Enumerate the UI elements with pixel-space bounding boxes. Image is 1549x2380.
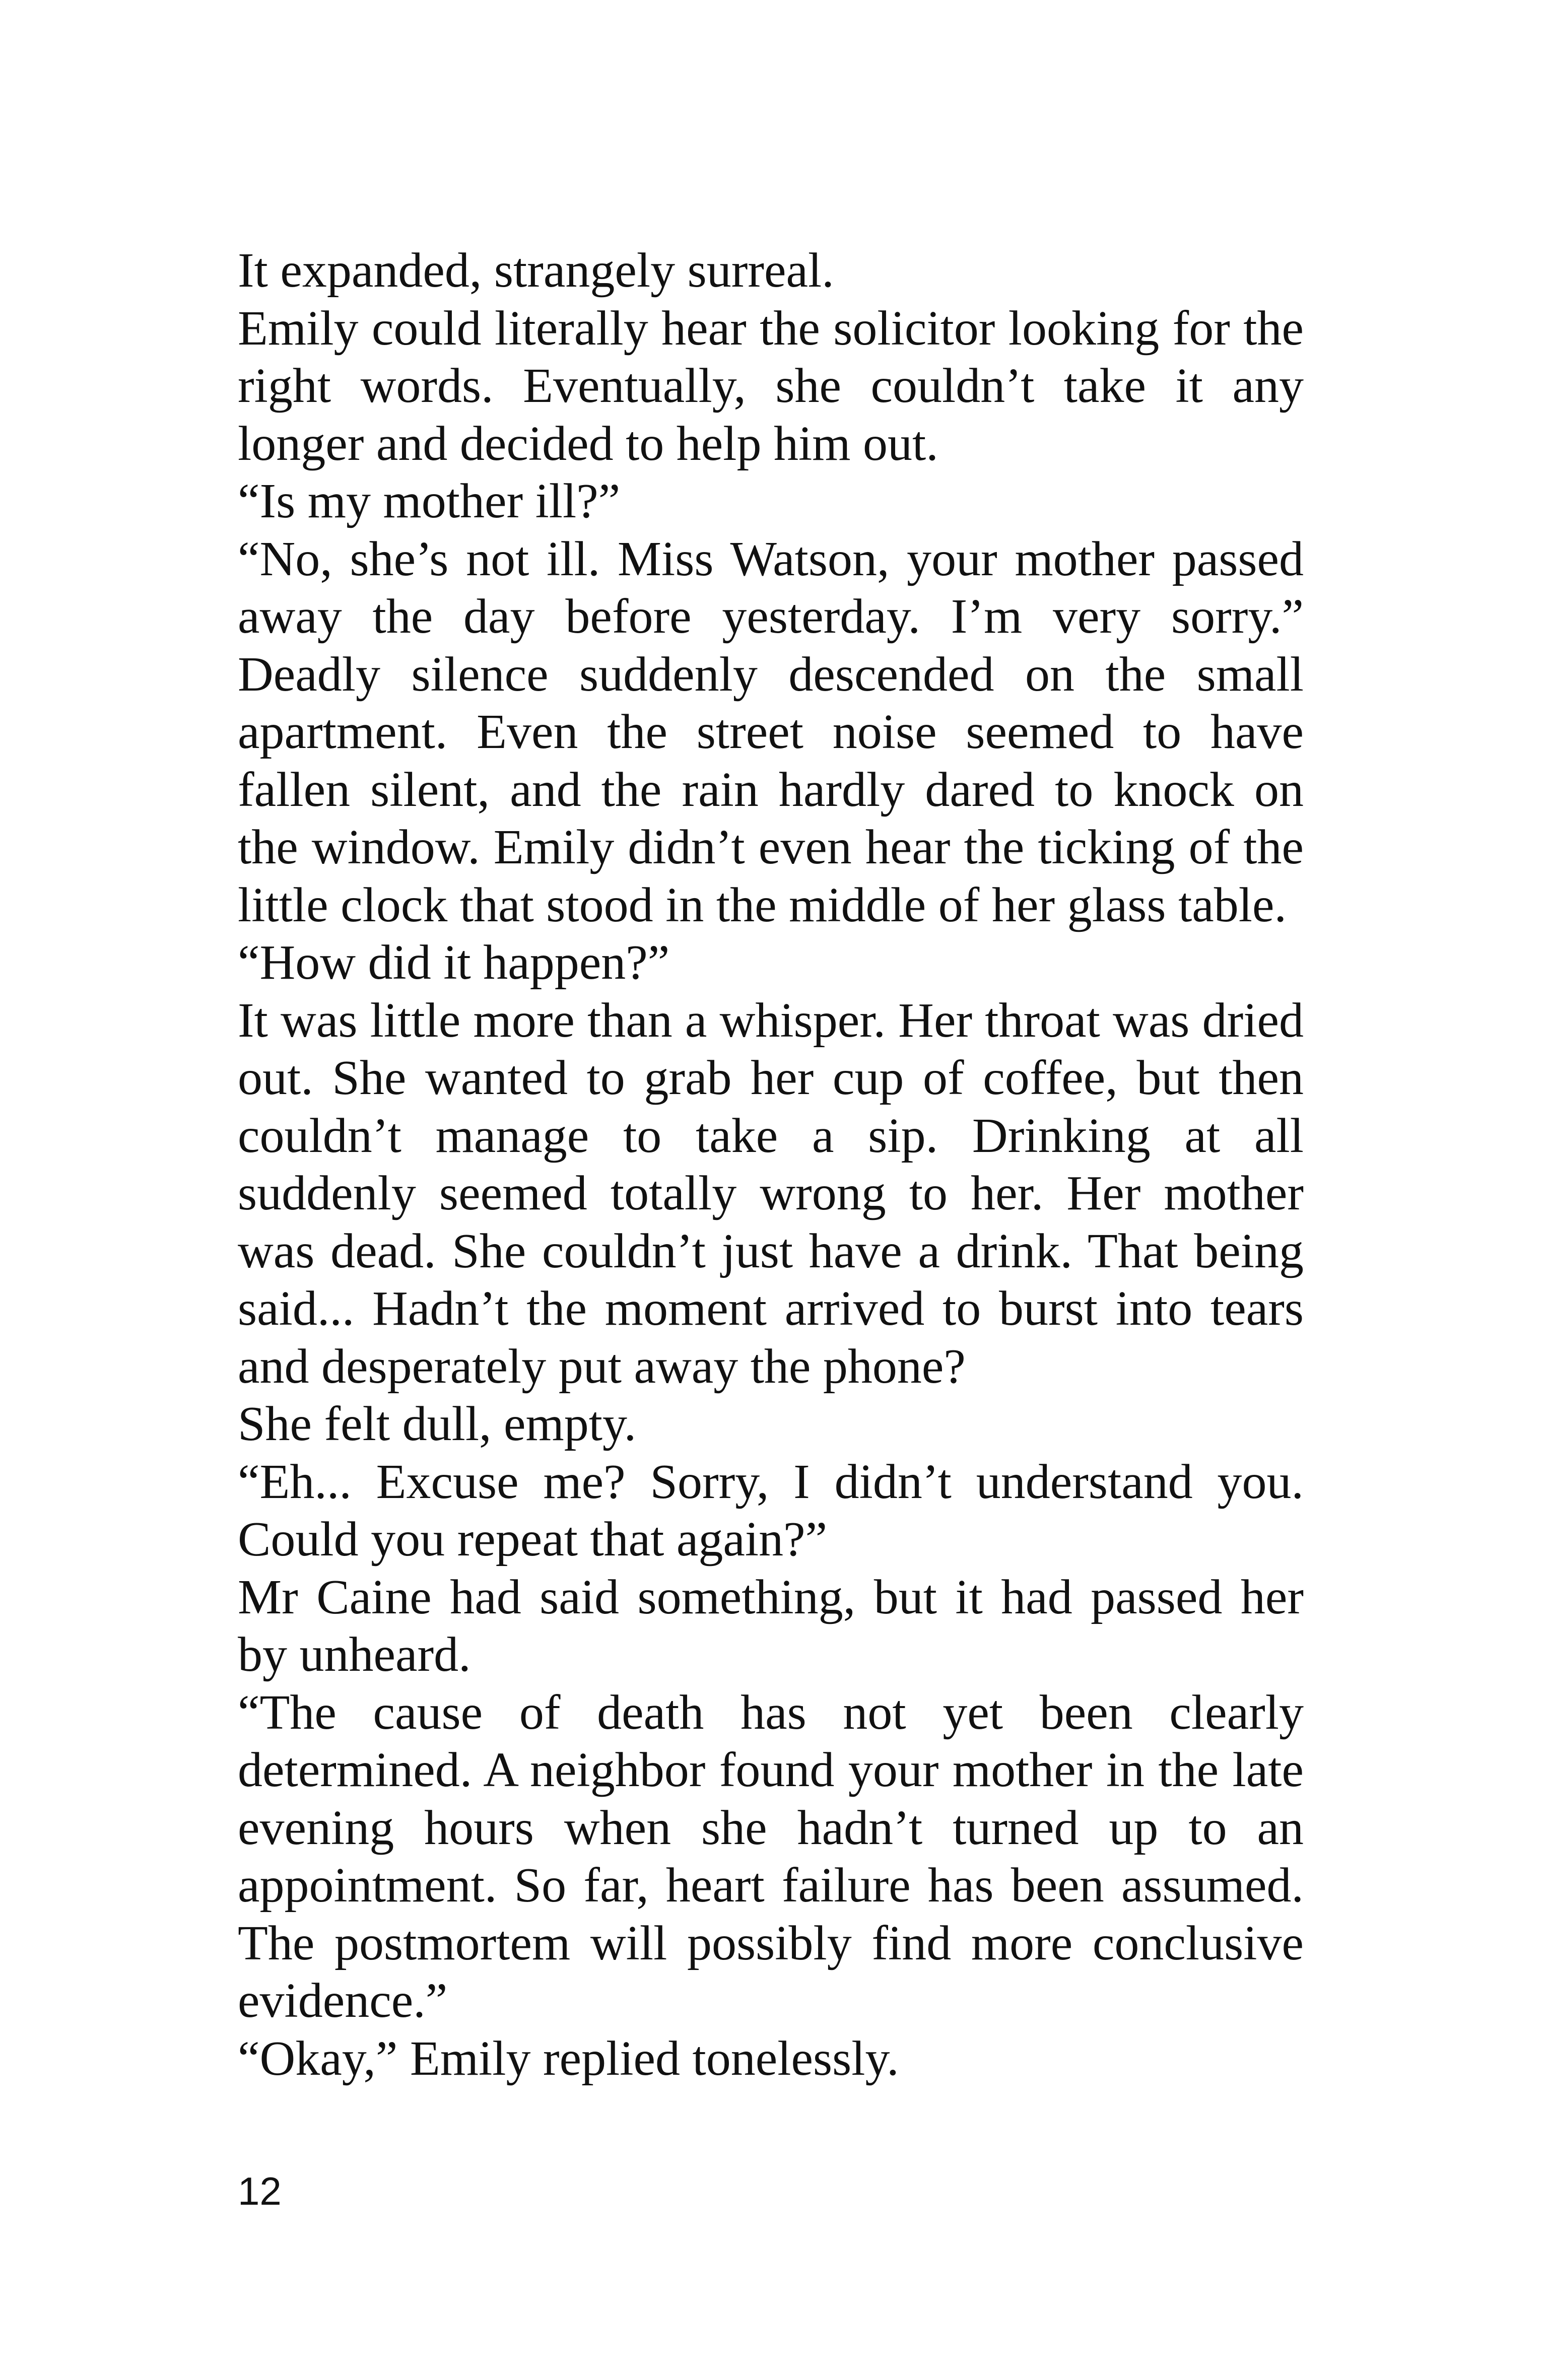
- paragraph: Mr Caine had said something, but it had passed her by unheard.: [238, 1570, 1304, 1682]
- paragraph: “The cause of death has not yet been clearly determined. A neighbor found your mother in the late evening hours when she hadn’t turned up to an appointment. So far, heart failure has been assumed. The postmortem will possibly find more conclusive evidence.”: [238, 1685, 1304, 2028]
- paragraph: “Eh... Excuse me? Sorry, I didn’t understand you. Could you repeat that again?”: [238, 1454, 1304, 1567]
- paragraph: It expanded, strangely surreal.: [238, 243, 834, 298]
- paragraph: It was little more than a whisper. Her throat was dried out. She wanted to grab her cup of coffee, but then couldn’t manage to take a sip. Drinking at all suddenly seemed totally wrong to her. Her mother was dead. She couldn’t just have a drink. That being said... Hadn’t the moment arrived to burst into tears and desperately put away the phone?: [238, 993, 1304, 1394]
- paragraph: “Okay,” Emily replied tonelessly.: [238, 2031, 899, 2086]
- page-number: 12: [238, 2169, 282, 2213]
- paragraph: Emily could literally hear the solicitor looking for the right words. Eventually, she couldn’t take it any longer and decided to help him out.: [238, 301, 1304, 471]
- paragraph: “No, she’s not ill. Miss Watson, your mother passed away the day before yesterday. I’m very sorry.” Deadly silence suddenly descended on the small apartment. Even the street noise seemed to have fallen silent, and the rain hardly dared to knock on the window. Emily didn’t even hear the ticking of the little clock that stood in the middle of her glass table.: [238, 531, 1304, 932]
- paragraph: “How did it happen?”: [238, 935, 670, 990]
- paragraph: She felt dull, empty.: [238, 1397, 637, 1451]
- paragraph: “Is my mother ill?”: [238, 474, 621, 528]
- body-text: [238, 242, 1304, 2087]
